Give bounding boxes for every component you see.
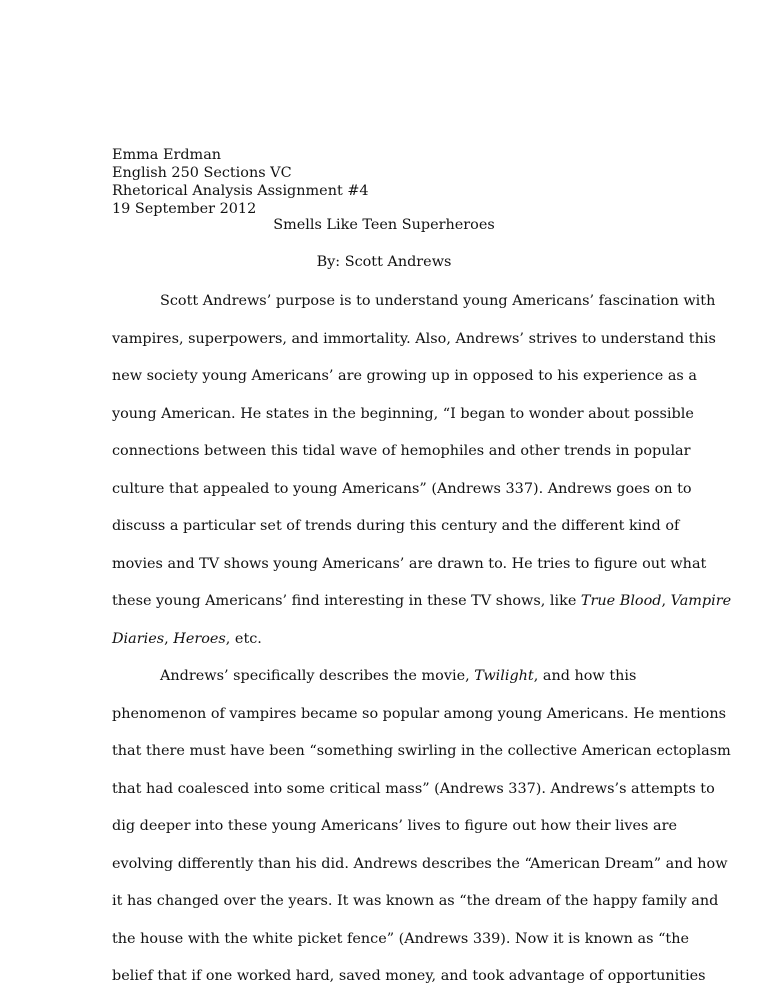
p1-line-10-sep: , (164, 631, 174, 647)
document-date: 19 September 2012 (112, 201, 257, 217)
p2-line-5: dig deeper into these young Americans’ lives to figure out how their lives are (112, 818, 677, 834)
p1-line-5: connections between this tidal wave of hemophiles and other trends in popular (112, 443, 691, 459)
document-header (112, 146, 369, 218)
essay-title: Smells Like Teen Superheroes (273, 217, 495, 233)
p2-line-4: that had coalesced into some critical mass” (Andrews 337). Andrews’s attempts to (112, 781, 715, 797)
title-twilight: Twilight (474, 668, 534, 684)
p1-line-3: new society young Americans’ are growing up in opposed to his experience as a (112, 368, 697, 384)
title-vampire: Vampire (670, 593, 732, 609)
p2-line-9: belief that if one worked hard, saved money, and took advantage of opportunities (112, 968, 706, 984)
essay-byline: By: Scott Andrews (316, 254, 452, 270)
title-diaries: Diaries (112, 631, 165, 647)
title-true-blood: True Blood (580, 593, 662, 609)
assignment-name: Rhetorical Analysis Assignment #4 (112, 183, 369, 199)
author-name: Emma Erdman (112, 147, 222, 163)
p2-line-1 (160, 667, 636, 685)
p2-line-3: that there must have been “something swirling in the collective American ectoplasm (112, 743, 731, 759)
p1-line-8: movies and TV shows young Americans’ are drawn to. He tries to figure out what (112, 556, 707, 572)
p1-line-9-sep: , (661, 593, 671, 609)
p1-line-6: culture that appealed to young Americans” (Andrews 337). Andrews goes on to (112, 481, 692, 497)
p2-line-1-a: Andrews’ specifically describes the movie, (160, 668, 475, 684)
title-heroes: Heroes (173, 631, 226, 647)
p2-line-2: phenomenon of vampires became so popular among young Americans. He mentions (112, 706, 726, 722)
p2-line-6: evolving differently than his did. Andrews describes the “American Dream” and how (112, 856, 728, 872)
p1-line-10 (112, 630, 262, 648)
p1-line-2: vampires, superpowers, and immortality. Also, Andrews’ strives to understand this (112, 331, 716, 347)
p1-line-7: discuss a particular set of trends during this century and the different kind of (112, 518, 680, 534)
p2-line-8: the house with the white picket fence” (Andrews 339). Now it is known as “the (112, 931, 689, 947)
p1-line-10-end: , etc. (225, 631, 262, 647)
p1-line-9 (112, 592, 731, 610)
p1-line-9-text: these young Americans’ find interesting in these TV shows, like (112, 593, 581, 609)
p2-line-7: it has changed over the years. It was known as “the dream of the happy family and (112, 893, 719, 909)
p2-line-1-b: , and how this (533, 668, 637, 684)
p1-line-1: Scott Andrews’ purpose is to understand young Americans’ fascination with (160, 293, 716, 309)
course-name: English 250 Sections VC (112, 165, 292, 181)
p1-line-4: young American. He states in the beginning, “I began to wonder about possible (112, 406, 694, 422)
